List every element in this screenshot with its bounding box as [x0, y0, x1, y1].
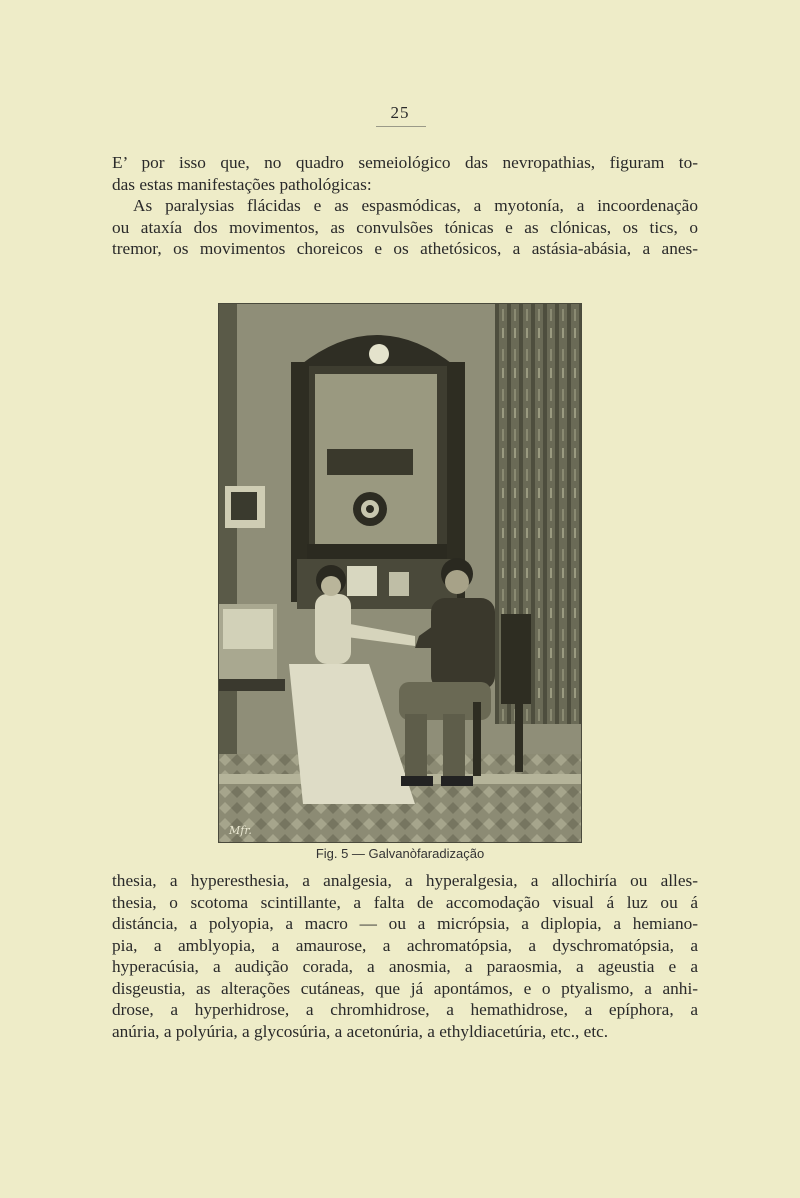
text-line: disgeustia, as alterações cutáneas, que já apontámos, e o ptyalismo, a anhi- — [112, 978, 698, 998]
text-line: hyperacúsia, a audição corada, a anosmia, a paraosmia, a ageustia e a — [112, 957, 698, 976]
text-line: anúria, a polyúria, a glycosúria, a acetonúria, a ethyldiacetúria, etc., etc. — [112, 1021, 609, 1041]
bottom-text-block — [112, 870, 698, 1042]
paragraph-3 — [112, 870, 698, 1042]
photographer-signature: Mfr. — [229, 824, 252, 837]
text-line: thesia, a hyperesthesia, a analgesia, a hyperalgesia, a allochiría ou alles- — [112, 871, 698, 890]
text-line: pia, a amblyopia, a amaurose, a achromatópsia, a dyschromatópsia, a — [112, 935, 698, 955]
page-number: 25 — [390, 103, 410, 122]
text-line: distáncia, a polyopia, a macro — ou a micrópsia, a diplopia, a hemiano- — [112, 914, 698, 933]
text-line: E’ por isso que, no quadro semeiológico das nevropathias, figuram to- — [112, 153, 698, 172]
figure-photograph — [218, 303, 582, 843]
text-line: das estas manifestações pathológicas: — [112, 174, 372, 194]
paragraph-2 — [112, 195, 698, 260]
text-line: tremor, os movimentos choreicos e os athetósicos, a astásia-abásia, a anes- — [112, 239, 698, 258]
text-line: As paralysias flácidas e as espasmódicas, a myotonía, a incoordenação — [133, 196, 698, 215]
top-text-block — [112, 152, 698, 260]
text-line: drose, a hyperhidrose, a chromhidrose, a hemathidrose, a epíphora, a — [112, 1000, 698, 1019]
page-number-rule — [376, 126, 426, 127]
electrical-cabinet — [291, 335, 465, 609]
photograph-illustration — [219, 304, 581, 842]
figure-caption: Fig. 5 — Galvanòfaradização — [315, 846, 485, 861]
text-line: ou ataxía dos movimentos, as convulsões tónicas e as clónicas, os tics, o — [112, 217, 698, 237]
text-line: thesia, o scotoma scintillante, a falta de accomodação visual á luz ou á — [112, 892, 698, 912]
paragraph-1 — [112, 152, 698, 195]
